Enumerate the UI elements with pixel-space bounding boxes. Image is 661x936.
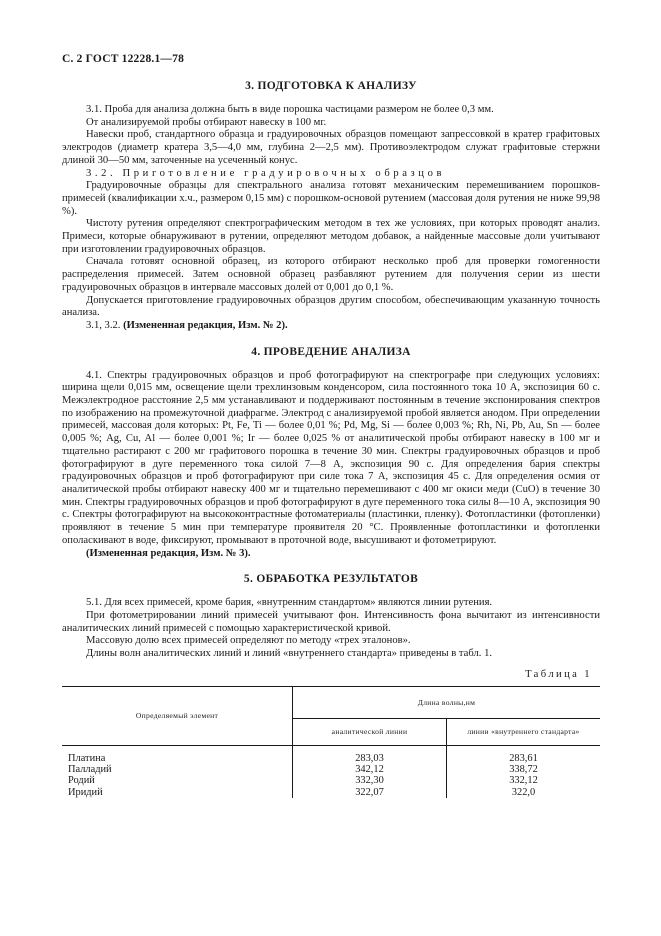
internal-wavelength: 338,72 xyxy=(509,764,538,776)
element-name: Иридий xyxy=(62,787,293,798)
paragraph: Допускается приготовление градуировочных образцов другим способом, обеспечивающим указанную точность анализа. xyxy=(62,294,600,319)
analytic-wavelength: 342,12 xyxy=(293,764,447,775)
paragraph: Массовую долю всех примесей определяют по методу «трех эталонов». xyxy=(86,635,411,647)
paragraph: Длины волн аналитических линий и линий «внутреннего стандарта» приведены в табл. 1. xyxy=(86,648,493,660)
table-row xyxy=(62,764,600,775)
analytic-wavelength: 322,07 xyxy=(293,787,447,798)
analytic-wavelength: 332,30 xyxy=(293,775,447,786)
table-row xyxy=(62,787,600,798)
amendment-note-section-3 xyxy=(62,320,600,333)
paragraph-5-1: 5.1. Для всех примесей, кроме бария, «внутренним стандартом» являются линии рутения. xyxy=(86,597,493,609)
note-prefix: 3.1, 3.2. xyxy=(86,319,121,331)
paragraph: От анализируемой пробы отбирают навеску в 100 мг. xyxy=(86,116,327,128)
paragraph-4-1: 4.1. Спектры градуировочных образцов и проб фотографируют на спектрографе при следующих условиях: ширина щели 0,015 мм, освещение щели трехлинзовым конденсором, сила постоянного тока 10 А, экспозиция 60 с. Межэлектродное расстояние 2,5 мм устанавливают и поддерживают постоянным в течение экспонирования спектров по изображению на промежуточной диафрагме. Электрод с анализируемой пробой является анодом. При определении примесей, массовая доля которых: Pt, Fe, Ti — более 0,01 %; Pd, Mg, Si — более 0,003 %; Rh, Ni, Pb, Au, Sn — более 0,005 %; Ag, Cu, Al — более 0,001 %; Ir — более 0,025 % от аналитической пробы отбирают навеску в 100 мг и тщательно растирают с 200 мг графитового порошка в течение 30 мин. Спектры градуировочных образцов и проб фотографируют в дуге переменного тока силой 7—8 А, экспозиция 90 с. Для определения бария спектры градуировочных образцов и проб фотографируют при силе тока 7 А, экспозиция 45 с. Для определения осмия от аналитической пробы отбирают навеску 400 мг и тщательно перемешивают с 400 мг окиси меди (CuO) в течение 30 мин. Спектры градуировочных образцов и проб фотографируют в дуге переменного тока силы 8—10 А, экспозиция 90 с. Спектры фотографируют на высококонтрастные фотоматериалы (пластинки, пленку). Фотопластинки (фотопленки) проявляют в течение 5 мин при температуре проявителя 20 °С. Проявленные фотопластинки и фотопленки ополаскивают в воде, фиксируют, промывают в проточной воде, высушивают и фотометрируют. xyxy=(62,369,600,546)
note-amendment: (Измененная редакция, Изм. № 2). xyxy=(123,319,288,331)
section-4-title: 4. ПРОВЕДЕНИЕ АНАЛИЗА xyxy=(251,345,411,358)
analytic-wavelength: 283,03 xyxy=(293,745,447,764)
amendment-note-section-4 xyxy=(62,548,600,561)
table-row xyxy=(62,745,600,764)
internal-wavelength: 322,0 xyxy=(511,786,536,798)
element-name: Платина xyxy=(62,745,293,764)
paragraph: Сначала готовят основной образец, из которого отбирают несколько проб для проверки гомогенности распределения примесей. Затем основной образец разбавляют рутением для получения серии из шести градуировочных образцов в интервале массовых долей от 0,001 до 0,1 %. xyxy=(62,256,600,293)
paragraph: При фотометрировании линий примесей учитывают фон. Интенсивность фона вычитают из интенсивности аналитических линий примесей с помощью характеристической кривой. xyxy=(62,609,600,634)
page-header: С. 2 ГОСТ 12228.1—78 xyxy=(62,53,185,65)
column-group-wavelength: Длина волны,нм xyxy=(293,686,601,718)
column-header-element: Определяемый элемент xyxy=(62,686,293,745)
section-3-title: 3. ПОДГОТОВКА К АНАЛИЗУ xyxy=(245,80,417,92)
note-amendment: (Измененная редакция, Изм. № 3). xyxy=(86,547,251,559)
internal-wavelength: 332,12 xyxy=(509,775,538,787)
wavelength-table xyxy=(62,686,600,798)
paragraph: Чистоту рутения определяют спектрографическим методом в тех же условиях, при которых проводят анализ. Примеси, которые обнаруживают в рутении, определяют методом добавок, а найденные массовые доли учитывают при изготовлении градуировочных образцов. xyxy=(62,218,600,255)
column-header-analytic: аналитической линии xyxy=(293,718,447,745)
paragraph-3-2-heading: 3.2. Приготовление градуировочных образцов xyxy=(86,167,446,179)
table-caption: Таблица 1 xyxy=(525,668,592,680)
paragraph: Навески проб, стандартного образца и градуировочных образцов помещают запрессовкой в кратер графитовых электродов (диаметр кратера 3,5—4,0 мм, глубина 2—2,5 мм). Противоэлектродом служат графитовые стержни длиной 30—50 мм, заточенные на усеченный конус. xyxy=(62,129,600,166)
section-5-title: 5. ОБРАБОТКА РЕЗУЛЬТАТОВ xyxy=(243,573,419,586)
element-name: Палладий xyxy=(62,764,293,775)
paragraph-3-1: 3.1. Проба для анализа должна быть в виде порошка частицами размером не более 0,3 мм. xyxy=(86,104,494,115)
document-body xyxy=(62,80,600,798)
element-name: Родий xyxy=(62,775,293,786)
paragraph: Градуировочные образцы для спектрального анализа готовят механическим перемешиванием порошков-примесей (квалификации х.ч., размером 0,15 мм) с порошком-основой рутением (массовая доля рутения не ниже 99,98 %). xyxy=(62,180,600,217)
table-row xyxy=(62,775,600,786)
internal-wavelength: 283,61 xyxy=(509,752,538,764)
column-header-internal: линии «внутреннего стандарта» xyxy=(467,727,580,737)
